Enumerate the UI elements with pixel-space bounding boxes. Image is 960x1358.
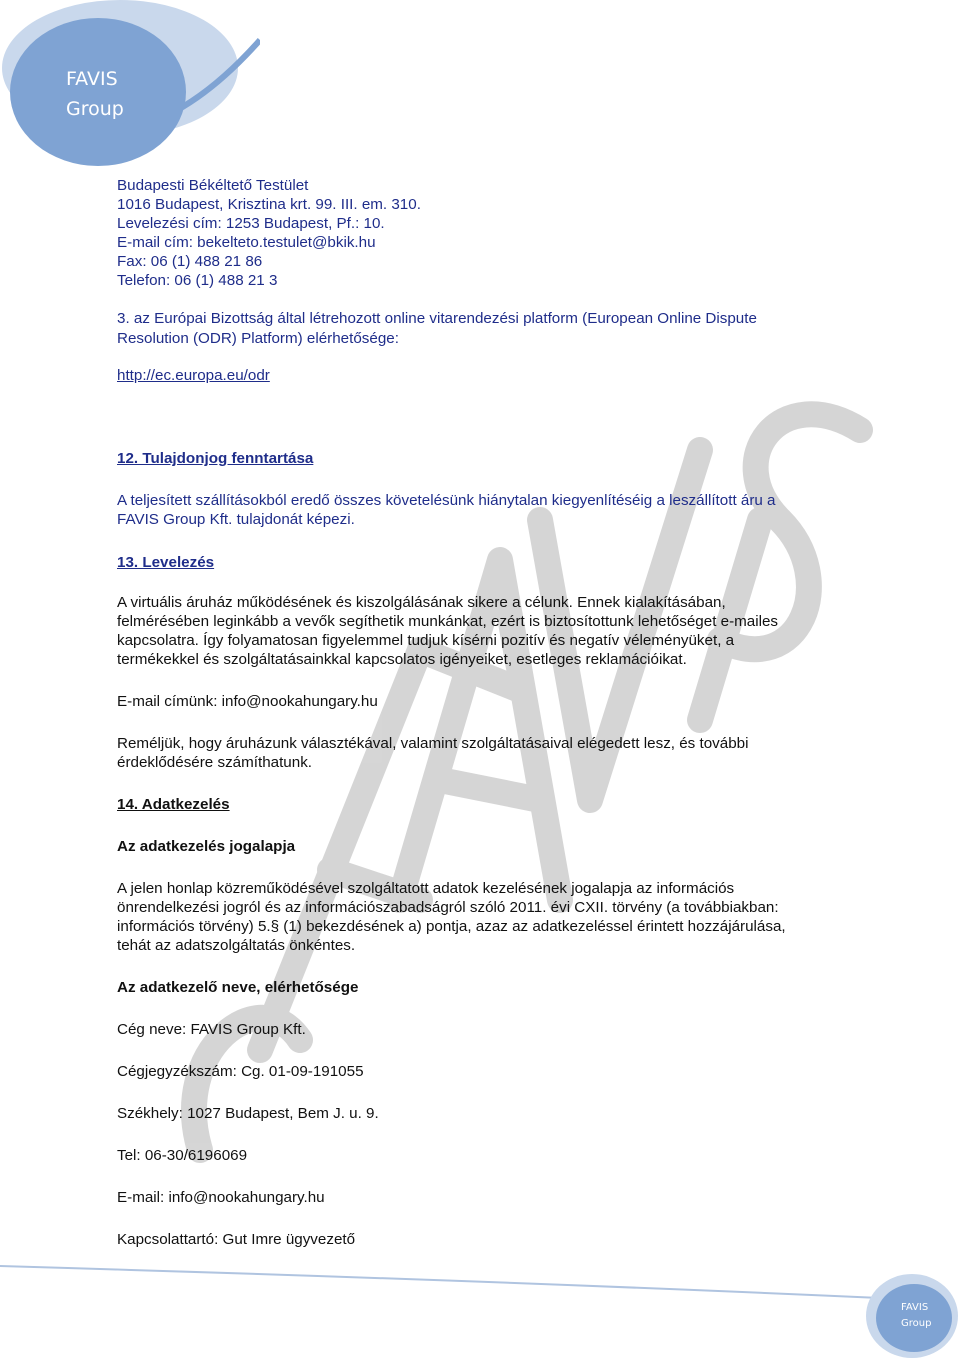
odr-link[interactable]: http://ec.europa.eu/odr — [117, 367, 270, 384]
logo-small-text-group: Group — [901, 1318, 932, 1329]
company-name: Cég neve: FAVIS Group Kft. — [117, 1021, 306, 1038]
seat-address: Székhely: 1027 Budapest, Bem J. u. 9. — [117, 1105, 379, 1122]
legal-basis-text-4: tehát az adatszolgáltatás önkéntes. — [117, 937, 356, 954]
section-13-text-4: termékekkel és szolgáltatásainkkal kapcsolatos igényeiket, esetleges reklamációikat. — [117, 651, 687, 668]
contact-email: E-mail cím: bekelteto.testulet@bkik.hu — [117, 234, 376, 251]
contact-address: 1016 Budapest, Krisztina krt. 99. III. em. 310. — [117, 196, 421, 213]
section-14-heading: 14. Adatkezelés — [117, 796, 230, 813]
telephone: Tel: 06-30/6196069 — [117, 1147, 248, 1164]
section-13-closing-1: Reméljük, hogy áruházunk választékával, valamint szolgáltatásaival elégedett lesz, és további — [117, 735, 749, 752]
legal-basis-heading: Az adatkezelés jogalapja — [117, 838, 296, 855]
section-12-text-1: A teljesített szállításokból eredő összes követelésünk hiánytalan kiegyenlítéséig a leszállított áru a — [117, 492, 776, 509]
registration-number: Cégjegyzékszám: Cg. 01-09-191055 — [117, 1063, 364, 1080]
section-13-closing-2: érdeklődésére számíthatunk. — [117, 754, 313, 771]
logo-text-favis: FAVIS — [66, 68, 118, 90]
odr-text-1: 3. az Európai Bizottság által létrehozott online vitarendezési platform (European Online Dispute — [117, 310, 757, 327]
section-13-text-1: A virtuális áruház működésének és kiszolgálásának sikere a célunk. Ennek kialakításában, — [117, 594, 726, 611]
contact-phone: Telefon: 06 (1) 488 21 3 — [117, 272, 278, 289]
company-email: E-mail: info@nookahungary.hu — [117, 1189, 325, 1206]
odr-text-2: Resolution (ODR) Platform) elérhetősége: — [117, 330, 399, 347]
contact-org: Budapesti Békéltető Testület — [117, 177, 309, 194]
footer-divider — [0, 1262, 960, 1302]
logo-text-group: Group — [66, 98, 124, 120]
section-13-text-2: felmérésében leginkább a vevők segíthetik munkánkat, ezért is biztosítottunk lehetőséget e-mailes — [117, 613, 779, 630]
section-13-email: E-mail címünk: info@nookahungary.hu — [117, 693, 378, 710]
section-12-text-2: FAVIS Group Kft. tulajdonát képezi. — [117, 511, 355, 528]
legal-basis-text-2: önrendelkezési jogról és az információszabadságról szóló 2011. évi CXII. törvény (a továbbiakban: — [117, 899, 779, 916]
legal-basis-text-1: A jelen honlap közreműködésével szolgáltatott adatok kezelésének jogalapja az információs — [117, 880, 735, 897]
contact-person: Kapcsolattartó: Gut Imre ügyvezető — [117, 1231, 356, 1248]
favis-logo-small-graphic — [858, 1272, 960, 1358]
section-13-text-3: kapcsolatra. Így folyamatosan figyelemmel tudjuk kísérni pozitív és negatív véleményüket, a — [117, 632, 735, 649]
controller-heading: Az adatkezelő neve, elérhetősége — [117, 979, 359, 996]
section-12-heading: 12. Tulajdonjog fenntartása — [117, 450, 314, 467]
contact-mailing: Levelezési cím: 1253 Budapest, Pf.: 10. — [117, 215, 385, 232]
section-13-heading: 13. Levelezés — [117, 554, 215, 571]
favis-logo-graphic — [0, 0, 260, 175]
contact-fax: Fax: 06 (1) 488 21 86 — [117, 253, 263, 270]
legal-basis-text-3: információs törvény) 5.§ (1) bekezdésének a) pontja, azaz az adatkezeléssel érintett hozzájárulása, — [117, 918, 786, 935]
logo-small-text-favis: FAVIS — [901, 1302, 929, 1313]
